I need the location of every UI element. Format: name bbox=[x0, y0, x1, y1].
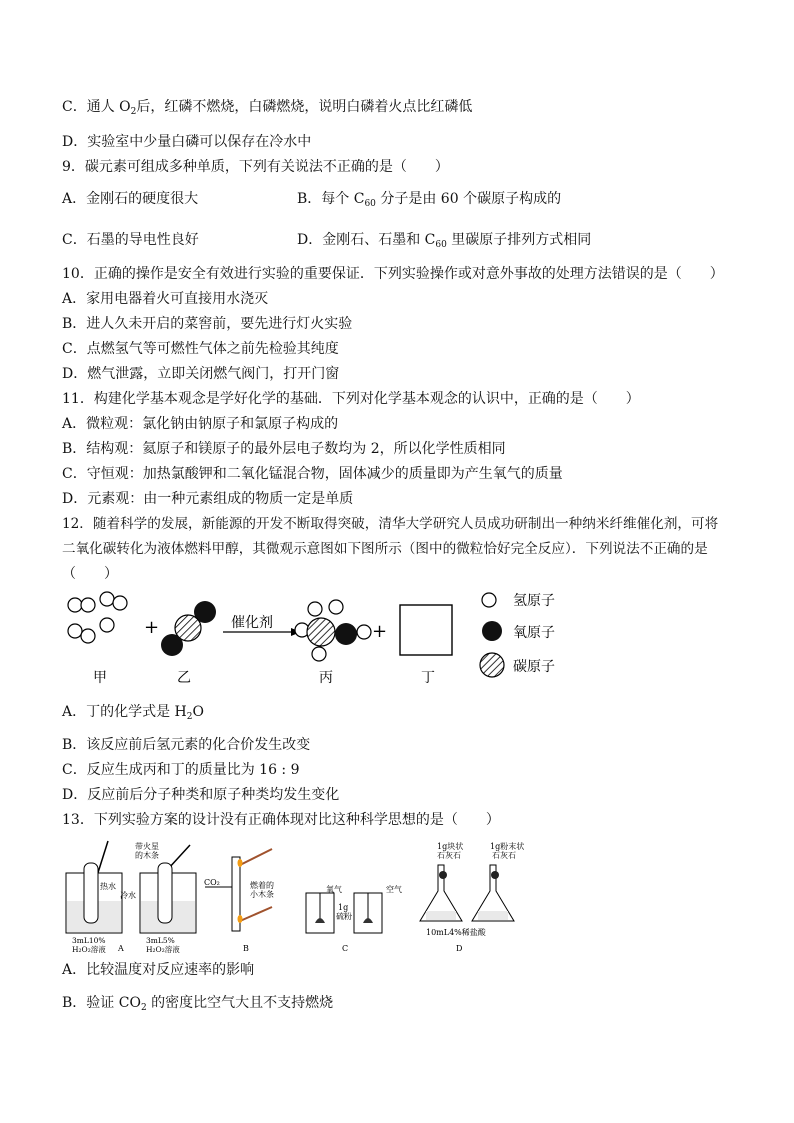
plus-sign: + bbox=[372, 621, 388, 642]
subscript: 2 bbox=[186, 712, 193, 722]
q12-option-b: B．该反应前后氢元素的化合价发生改变 bbox=[62, 737, 311, 753]
fig-a-splint-label: 带火星 bbox=[135, 842, 159, 851]
q9-option-c: C．石墨的导电性良好 bbox=[62, 232, 199, 248]
subscript: 60 bbox=[435, 240, 447, 250]
fig-c-sulfur-label: 硫粉 bbox=[336, 912, 352, 921]
q8-option-c-text-rest: 后，红磷不燃烧，白磷燃烧，说明白磷着火点比红磷低 bbox=[136, 99, 473, 115]
label-bing: 丙 bbox=[319, 670, 333, 686]
fig-c-letter: C bbox=[342, 944, 349, 953]
fig-a-cold-water: 冷水 bbox=[120, 891, 136, 900]
q10-option-a: A．家用电器着火可直接用水浇灭 bbox=[62, 291, 269, 307]
fig-a-splint-label-2: 的木条 bbox=[135, 851, 159, 860]
q13-option-b-text-rest: 的密度比空气大且不支持燃烧 bbox=[146, 995, 334, 1011]
unknown-product-box bbox=[400, 605, 452, 655]
carbon-atom-icon bbox=[480, 653, 504, 677]
q12-option-d: D．反应前后分子种类和原子种类均发生变化 bbox=[62, 787, 340, 803]
oxygen-atom-icon bbox=[482, 621, 502, 641]
q11-option-a: A．微粒观：氯化钠由钠原子和氯原子构成的 bbox=[62, 416, 339, 432]
figure-b bbox=[204, 849, 274, 931]
q13-option-a: A．比较温度对反应速率的影响 bbox=[62, 962, 255, 978]
fig-d-powder-label-2: 石灰石 bbox=[492, 851, 516, 860]
fig-d-lump-label-2: 石灰石 bbox=[437, 851, 461, 860]
fig-a-solution-2b: H₂O₂溶液 bbox=[146, 945, 180, 954]
q8-option-d: D．实验室中少量白磷可以保存在冷水中 bbox=[62, 134, 312, 150]
hydrogen-atom-icon bbox=[482, 593, 496, 607]
q9-option-b bbox=[297, 190, 561, 208]
fig-d-acid-label: 10mL4%稀盐酸 bbox=[426, 928, 486, 937]
fig-b-burning-label: 燃着的 bbox=[250, 881, 274, 890]
q11-option-d: D．元素观：由一种元素组成的物质一定是单质 bbox=[62, 491, 354, 507]
label-ding: 丁 bbox=[421, 670, 435, 686]
q12-stem-line3: （ ） bbox=[62, 566, 118, 582]
label-yi: 乙 bbox=[177, 670, 191, 686]
q9-option-a: A．金刚石的硬度很大 bbox=[62, 191, 199, 207]
figure-d bbox=[420, 841, 524, 937]
subscript: 2 bbox=[130, 107, 137, 117]
q12-option-a-text-rest: O bbox=[192, 704, 204, 720]
q10-stem: 10．正确的操作是安全有效进行实验的重要保证．下列实验操作或对意外事故的处理方法错误的是（ ） bbox=[62, 266, 724, 282]
q11-stem: 11．构建化学基本观念是学好化学的基础．下列对化学基本观念的认识中，正确的是（ ） bbox=[62, 391, 640, 407]
fig-a-hot-water: 热水 bbox=[100, 882, 116, 891]
fig-d-powder-label: 1g粉末状 bbox=[490, 842, 525, 851]
plus-sign: + bbox=[144, 617, 160, 638]
fig-c-sulfur-mass: 1g bbox=[338, 903, 349, 912]
q8-option-c-text: C．通人 O bbox=[62, 99, 131, 115]
methanol-molecule bbox=[295, 600, 371, 661]
legend-oxygen: 氧原子 bbox=[513, 625, 555, 641]
q11-option-b: B．结构观：氦原子和镁原子的最外层电子数均为 2，所以化学性质相同 bbox=[62, 441, 506, 457]
subscript: 60 bbox=[364, 199, 376, 209]
catalyst-label: 催化剂 bbox=[231, 615, 273, 631]
fig-c-air-label: 空气 bbox=[386, 885, 402, 894]
q8-option-c bbox=[62, 98, 472, 116]
q13-option-b bbox=[62, 994, 333, 1012]
q12-option-a-text: A．丁的化学式是 H bbox=[62, 704, 187, 720]
fig-b-burning-label-2: 小木条 bbox=[250, 890, 274, 899]
fig-c-oxygen-label: 氧气 bbox=[326, 885, 342, 894]
q12-stem-line2: 二氧化碳转化为液体燃料甲醇，其微观示意图如下图所示（图中的微粒恰好完全反应）．下列说法不正确的是 bbox=[62, 541, 708, 557]
legend-hydrogen: 氢原子 bbox=[513, 593, 555, 609]
subscript: 2 bbox=[140, 1003, 147, 1013]
figure-c bbox=[306, 884, 402, 933]
hydrogen-molecules bbox=[68, 592, 127, 643]
carbon-dioxide-molecule bbox=[161, 601, 216, 656]
q13-experiment-figures bbox=[60, 835, 530, 955]
q12-option-a bbox=[62, 703, 204, 721]
q9-option-d bbox=[297, 231, 591, 249]
q13-stem: 13．下列实验方案的设计没有正确体现对比这种科学思想的是（ ） bbox=[62, 812, 500, 828]
fig-b-co2-label: CO₂ bbox=[204, 878, 220, 887]
q9-option-d-text: D．金刚石、石墨和 C bbox=[297, 232, 436, 248]
fig-a-solution-1b: H₂O₂溶液 bbox=[72, 945, 106, 954]
q10-option-c: C．点燃氢气等可燃性气体之前先检验其纯度 bbox=[62, 341, 339, 357]
fig-b-letter: B bbox=[243, 944, 249, 953]
q10-option-d: D．燃气泄露，立即关闭燃气阀门，打开门窗 bbox=[62, 366, 340, 382]
q10-option-b: B．进人久未开启的菜窖前，要先进行灯火实验 bbox=[62, 316, 353, 332]
q9-stem: 9．碳元素可组成多种单质，下列有关说法不正确的是（ ） bbox=[62, 159, 449, 175]
fig-d-lump-label: 1g块状 bbox=[437, 842, 464, 851]
fig-d-letter: D bbox=[456, 944, 463, 953]
legend bbox=[480, 593, 555, 677]
fig-a-letter: A bbox=[118, 944, 124, 953]
q12-stem-line1: 12．随着科学的发展，新能源的开发不断取得突破，清华大学研究人员成功研制出一种纳米纤维催化剂，可将 bbox=[62, 516, 719, 532]
q9-option-d-text-rest: 里碳原子排列方式相同 bbox=[446, 232, 592, 248]
q12-reaction-diagram bbox=[55, 585, 595, 690]
label-jia: 甲 bbox=[93, 670, 107, 686]
q13-option-b-text: B．验证 CO bbox=[62, 995, 141, 1011]
q11-option-c: C．守恒观：加热氯酸钾和二氧化锰混合物，固体减少的质量即为产生氧气的质量 bbox=[62, 466, 563, 482]
figure-a bbox=[66, 841, 196, 954]
fig-a-solution-2: 3mL5% bbox=[146, 936, 175, 945]
q9-option-b-text: B．每个 C bbox=[297, 191, 365, 207]
q9-option-b-text-rest: 分子是由 60 个碳原子构成的 bbox=[375, 191, 562, 207]
legend-carbon: 碳原子 bbox=[513, 659, 555, 675]
q12-option-c: C．反应生成丙和丁的质量比为 16 : 9 bbox=[62, 762, 300, 778]
fig-a-solution-1: 3mL10% bbox=[72, 936, 106, 945]
